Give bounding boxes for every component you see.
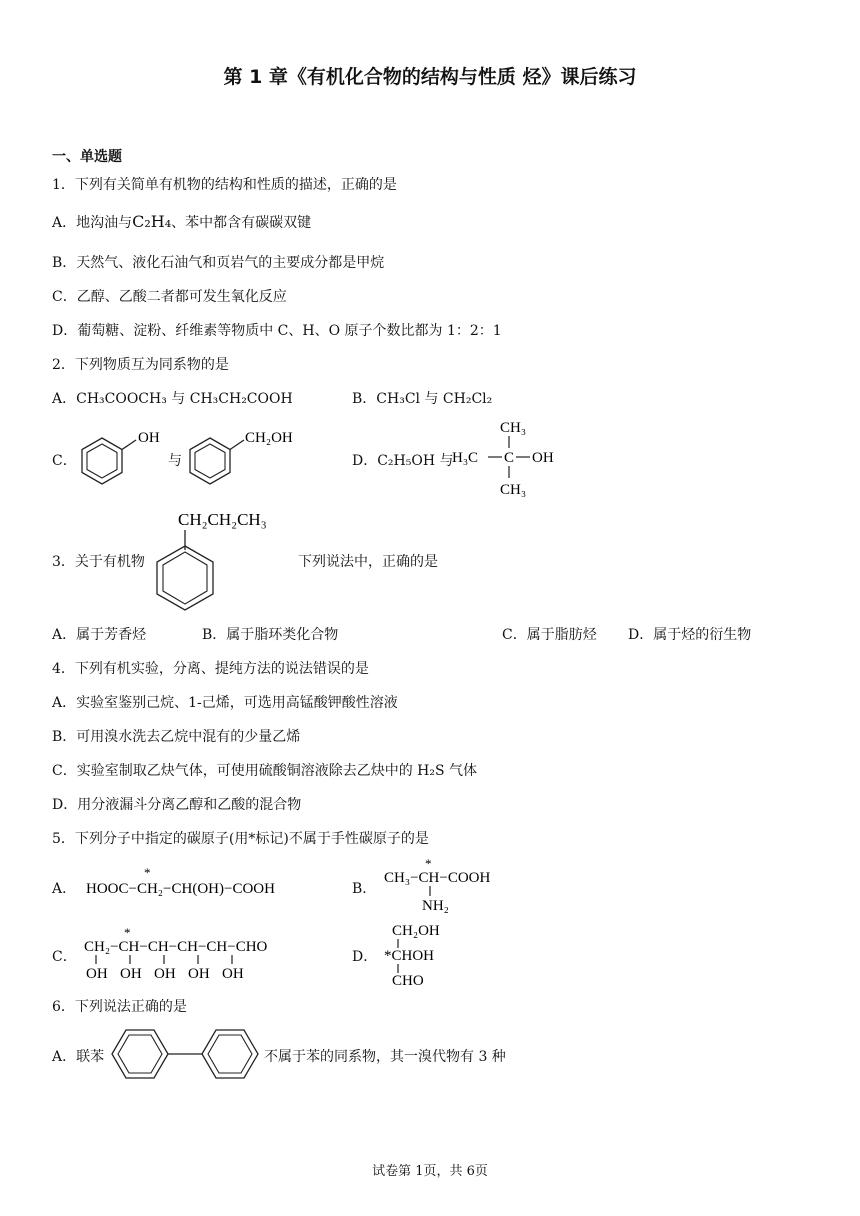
q4-option-b: B．可用溴水洗去乙烷中混有的少量乙烯 bbox=[52, 729, 301, 745]
q2-option-a: A．CH₃COOCH₃ 与 CH₃CH₂COOH bbox=[52, 391, 293, 407]
q1-option-d: D．葡萄糖、淀粉、纤维素等物质中 C、H、O 原子个数比都为 1：2：1 bbox=[52, 323, 502, 339]
q6-option-a-prefix: A．联苯 bbox=[52, 1049, 105, 1065]
section-heading: 一、单选题 bbox=[52, 149, 122, 165]
q3-stem-suffix: 下列说法中，正确的是 bbox=[298, 554, 438, 570]
q5-option-a-label: A． bbox=[52, 881, 77, 897]
q5-d-mid: *CHOH bbox=[384, 948, 435, 964]
tbu-oh: OH bbox=[532, 450, 554, 466]
tbu-h3c: H₃C bbox=[452, 450, 479, 466]
q3-option-c: C．属于脂肪烃 bbox=[502, 627, 597, 643]
q5-c-main: CH₂−CH−CH−CH−CH−CHO bbox=[84, 939, 268, 955]
benzyl-ch2oh-label: CH₂OH bbox=[245, 430, 293, 446]
q1-option-b: B．天然气、液化石油气和页岩气的主要成分都是甲烷 bbox=[52, 255, 385, 271]
q5-c-oh: OH bbox=[86, 966, 108, 982]
q5-c-oh: OH bbox=[222, 966, 244, 982]
q5-b-main: CH₃−CH−COOH bbox=[384, 870, 491, 886]
q5-option-c-label: C． bbox=[52, 949, 77, 965]
q1-option-c: C．乙醇、乙酸二者都可发生氧化反应 bbox=[52, 289, 287, 305]
q1-stem: 1．下列有关简单有机物的结构和性质的描述，正确的是 bbox=[52, 177, 397, 193]
q1-option-a bbox=[52, 212, 311, 232]
page-title: 第 1 章《有机化合物的结构与性质 烃》课后练习 bbox=[223, 66, 637, 88]
q1-option-a-formula: C₂H₄ bbox=[132, 212, 172, 231]
tbu-ch3-top: CH₃ bbox=[500, 420, 527, 436]
q6-option-a-suffix: 不属于苯的同系物，其一溴代物有 3 种 bbox=[264, 1049, 506, 1065]
q5-c-oh: OH bbox=[154, 966, 176, 982]
q6-stem: 6．下列说法正确的是 bbox=[52, 999, 187, 1015]
q5-structure-b bbox=[380, 858, 520, 914]
q4-stem: 4．下列有机实验，分离、提纯方法的说法错误的是 bbox=[52, 661, 369, 677]
q5-stem: 5．下列分子中指定的碳原子(用*标记)不属于手性碳原子的是 bbox=[52, 831, 429, 847]
q2-option-d-label: D．C₂H₅OH 与 bbox=[352, 453, 454, 469]
q2-option-c-with: 与 bbox=[168, 453, 182, 469]
q5-c-oh: OH bbox=[120, 966, 142, 982]
benzyl-alcohol-structure bbox=[180, 424, 310, 494]
q1-option-a-suffix: 、苯中都含有碳碳双键 bbox=[171, 215, 312, 231]
q5-structure-a bbox=[82, 866, 312, 900]
q5-d-bottom: CHO bbox=[392, 973, 424, 989]
q5-b-star: * bbox=[425, 858, 432, 871]
q2-stem: 2．下列物质互为同系物的是 bbox=[52, 357, 229, 373]
q5-b-nh2: NH₂ bbox=[422, 898, 449, 914]
q5-structure-d bbox=[380, 918, 470, 990]
q4-option-d: D．用分液漏斗分离乙醇和乙酸的混合物 bbox=[52, 797, 302, 813]
q5-c-star: * bbox=[124, 926, 131, 940]
phenol-oh-label: OH bbox=[138, 430, 160, 446]
tert-butanol-structure bbox=[450, 414, 570, 500]
biphenyl-structure bbox=[108, 1024, 264, 1084]
tbu-ch3-bottom: CH₃ bbox=[500, 482, 527, 498]
propylbenzene-structure bbox=[150, 504, 300, 614]
q4-option-a: A．实验室鉴别己烷、1-己烯，可选用高锰酸钾酸性溶液 bbox=[52, 695, 398, 711]
q5-option-d-label: D． bbox=[352, 949, 378, 965]
q2-option-b: B．CH₃Cl 与 CH₂Cl₂ bbox=[352, 391, 493, 407]
q5-structure-c bbox=[80, 926, 310, 982]
page-footer: 试卷第 1页，共 6页 bbox=[372, 1164, 488, 1179]
q2-option-c-label: C． bbox=[52, 453, 77, 469]
q3-option-d: D．属于烃的衍生物 bbox=[628, 627, 752, 643]
q5-a-formula: HOOC−CH₂−CH(OH)−COOH bbox=[86, 881, 275, 897]
q5-d-top: CH₂OH bbox=[392, 923, 440, 939]
tbu-c: C bbox=[504, 450, 515, 466]
q4-option-c: C．实验室制取乙炔气体，可使用硫酸铜溶液除去乙炔中的 H₂S 气体 bbox=[52, 763, 478, 779]
q3-option-a: A．属于芳香烃 bbox=[52, 627, 147, 643]
q5-option-b-label: B． bbox=[352, 881, 377, 897]
q1-option-a-prefix: A．地沟油与 bbox=[52, 215, 133, 231]
propyl-substituent: CH₂CH₂CH₃ bbox=[178, 510, 267, 529]
q3-option-b: B．属于脂环类化合物 bbox=[202, 627, 339, 643]
q5-a-star: * bbox=[144, 866, 151, 880]
q5-c-oh: OH bbox=[188, 966, 210, 982]
q3-stem-prefix: 3．关于有机物 bbox=[52, 554, 145, 570]
